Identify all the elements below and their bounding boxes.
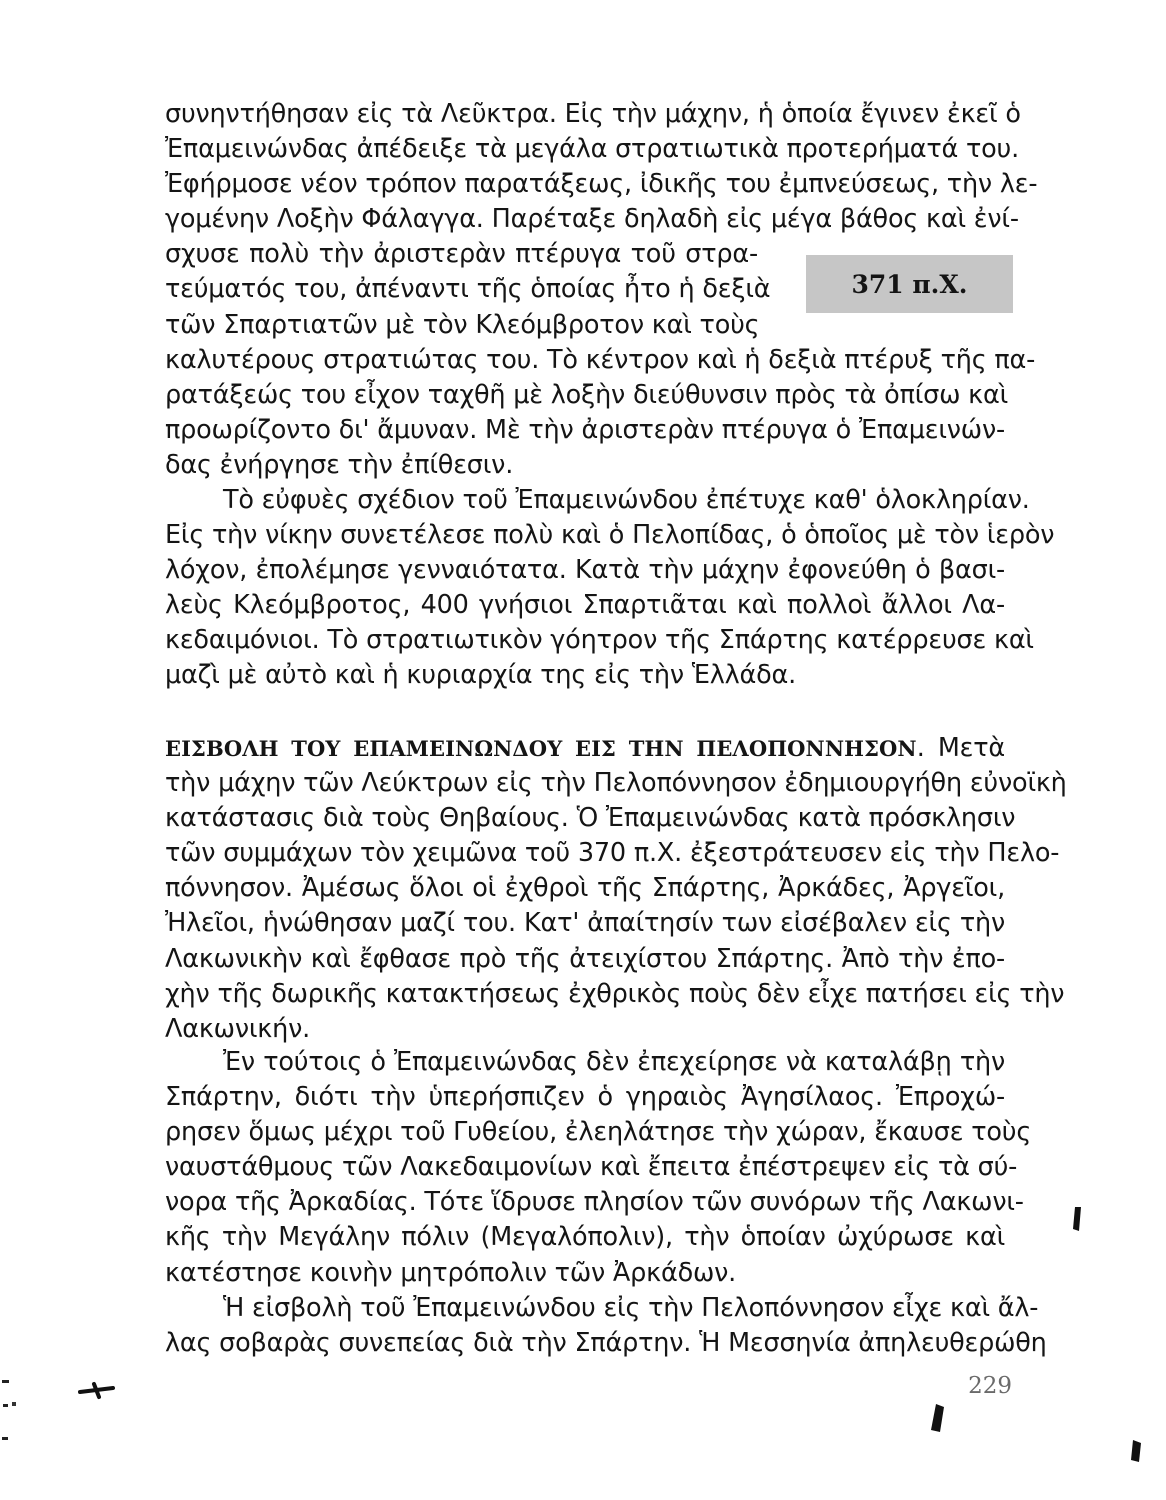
section-heading-tail: . Μετὰ	[916, 733, 1005, 763]
section-heading: ΕΙΣΒΟΛΗ ΤΟΥ ΕΠΑΜΕΙΝΩΝΔΟΥ ΕΙΣ ΤΗΝ ΠΕΛΟΠΟΝΝΗΣΟΝ	[165, 736, 917, 761]
text-line: προωρίζοντο δι' ἄμυναν. Μὲ τὴν ἀριστερὰν πτέρυγα ὁ Ἐπαμεινών-	[165, 414, 1005, 445]
text-line: καλυτέρους στρατιώτας του. Τὸ κέντρον καὶ ἡ δεξιὰ πτέρυξ τῆς πα-	[165, 344, 1036, 375]
text-line: κατάστασις διὰ τοὺς Θηβαίους. Ὁ Ἐπαμεινώνδας κατὰ πρόσκλησιν	[165, 803, 1016, 834]
text-line: τεύματός του, ἀπέναντι τῆς ὁποίας ἦτο ἡ δεξιὰ	[165, 274, 771, 305]
section-invasion	[165, 731, 1067, 1047]
paragraph-megalopolis	[165, 1045, 1032, 1291]
ink-blot	[931, 1404, 944, 1432]
text-line: λας σοβαρὰς συνεπείας διὰ τὴν Σπάρτην. Ἡ Μεσσηνία ἀπηλευθερώθη	[165, 1328, 1047, 1359]
text-line: ναυστάθμους τῶν Λακεδαιμονίων καὶ ἔπειτα ἐπέστρεψεν εἰς τὰ σύ-	[165, 1152, 1018, 1183]
edge-speck	[2, 1380, 9, 1383]
text-line: κεδαιμόνιοι. Τὸ στρατιωτικὸν γόητρον τῆς Σπάρτης κατέρρευσε καὶ	[165, 625, 1034, 656]
text-line: Ἐφήρμοσε νέον τρόπον παρατάξεως, ἰδικῆς του ἐμπνεύσεως, τὴν λε-	[165, 169, 1038, 200]
text-line: Σπάρτην, διότι τὴν ὑπερήσπιζεν ὁ γηραιὸς Ἀγησίλαος. Ἐπροχώ-	[165, 1082, 1005, 1113]
section-heading-line	[165, 731, 1005, 766]
text-line: Εἰς τὴν νίκην συνετέλεσε πολὺ καὶ ὁ Πελοπίδας, ὁ ὁποῖος μὲ τὸν ἱερὸν	[165, 520, 1055, 551]
page-number: 229	[968, 1373, 1012, 1399]
text-line: νορα τῆς Ἀρκαδίας. Τότε ἵδρυσε πλησίον τῶν συνόρων τῆς Λακωνι-	[165, 1187, 1024, 1218]
text-line: λεὺς Κλεόμβροτος, 400 γνήσιοι Σπαρτιᾶται καὶ πολλοὶ ἄλλοι Λα-	[165, 590, 1005, 621]
text-line: τῶν συμμάχων τὸν χειμῶνα τοῦ 370 π.Χ. ἐξεστράτευσεν εἰς τὴν Πελο-	[165, 838, 1060, 869]
margin-mark-left	[80, 1384, 113, 1397]
paragraph-consequences	[165, 1291, 1047, 1361]
text-line: μαζὶ μὲ αὐτὸ καὶ ἡ κυριαρχία της εἰς τὴν Ἑλλάδα.	[165, 660, 797, 691]
edge-speck	[3, 1404, 8, 1407]
text-line: γομένην Λοξὴν Φάλαγγα. Παρέταξε δηλαδὴ εἰς μέγα βάθος καὶ ἐνί-	[165, 204, 1019, 235]
ink-blot	[1131, 1440, 1141, 1462]
text-line: τῶν Σπαρτιατῶν μὲ τὸν Κλεόμβροτον καὶ τοὺς	[165, 309, 760, 340]
edge-speck	[2, 1437, 8, 1440]
text-line: Λακωνικὴν καὶ ἔφθασε πρὸ τῆς ἀτειχίστου Σπάρτης. Ἀπὸ τὴν ἐπο-	[165, 943, 1005, 974]
text-line: χὴν τῆς δωρικῆς κατακτήσεως ἐχθρικὸς ποὺς δὲν εἶχε πατήσει εἰς τὴν	[165, 978, 1065, 1009]
text-line: Ἐπαμεινώνδας ἀπέδειξε τὰ μεγάλα στρατιωτικὰ προτερήματά του.	[165, 134, 1020, 165]
text-line: λόχον, ἐπολέμησε γενναιότατα. Κατὰ τὴν μάχην ἐφονεύθη ὁ βασι-	[165, 555, 1005, 586]
ink-blot	[1073, 1207, 1081, 1231]
text-line: ρησεν ὅμως μέχρι τοῦ Γυθείου, ἐλεηλάτησε τὴν χώραν, ἔκαυσε τοὺς	[165, 1117, 1032, 1148]
text-line: Ἠλεῖοι, ἡνώθησαν μαζί του. Κατ' ἀπαίτησίν των εἰσέβαλεν εἰς τὴν	[165, 908, 1005, 939]
text-line: συνηντήθησαν εἰς τὰ Λεῦκτρα. Εἰς τὴν μάχην, ἡ ὁποία ἔγινεν ἐκεῖ ὁ	[165, 99, 1021, 129]
text-line: Τὸ εὐφυὲς σχέδιον τοῦ Ἐπαμεινώνδου ἐπέτυχε καθ' ὁλοκληρίαν.	[223, 485, 1030, 515]
paragraph-victory	[165, 483, 1055, 694]
text-line: πόννησον. Ἀμέσως ὅλοι οἱ ἐχθροὶ τῆς Σπάρτης, Ἀρκάδες, Ἀργεῖοι,	[165, 873, 1005, 904]
text-line: ρατάξεώς του εἶχον ταχθῆ μὲ λοξὴν διεύθυνσιν πρὸς τὰ ὀπίσω καὶ	[165, 379, 1009, 410]
text-line: κατέστησε κοινὴν μητρόπολιν τῶν Ἀρκάδων.	[165, 1257, 737, 1288]
side-date-box: 371 π.Χ.	[806, 255, 1013, 313]
text-line: τὴν μάχην τῶν Λεύκτρων εἰς τὴν Πελοπόννησον ἐδημιουργήθη εὐνοϊκὴ	[165, 768, 1067, 799]
text-line: δας ἐνήργησε τὴν ἐπίθεσιν.	[165, 449, 514, 480]
edge-speck	[12, 1402, 16, 1406]
text-line: σχυσε πολὺ τὴν ἀριστερὰν πτέρυγα τοῦ στρα-	[165, 239, 758, 270]
text-line: Ἡ εἰσβολὴ τοῦ Ἐπαμεινώνδου εἰς τὴν Πελοπόννησον εἶχε καὶ ἄλ-	[223, 1293, 1039, 1323]
text-line: Ἐν τούτοις ὁ Ἐπαμεινώνδας δὲν ἐπεχείρησε νὰ καταλάβῃ τὴν	[223, 1047, 1005, 1077]
text-line: κῆς τὴν Μεγάλην πόλιν (Μεγαλόπολιν), τὴν ὁποίαν ὠχύρωσε καὶ	[165, 1222, 1005, 1253]
text-line: Λακωνικήν.	[165, 1013, 311, 1044]
